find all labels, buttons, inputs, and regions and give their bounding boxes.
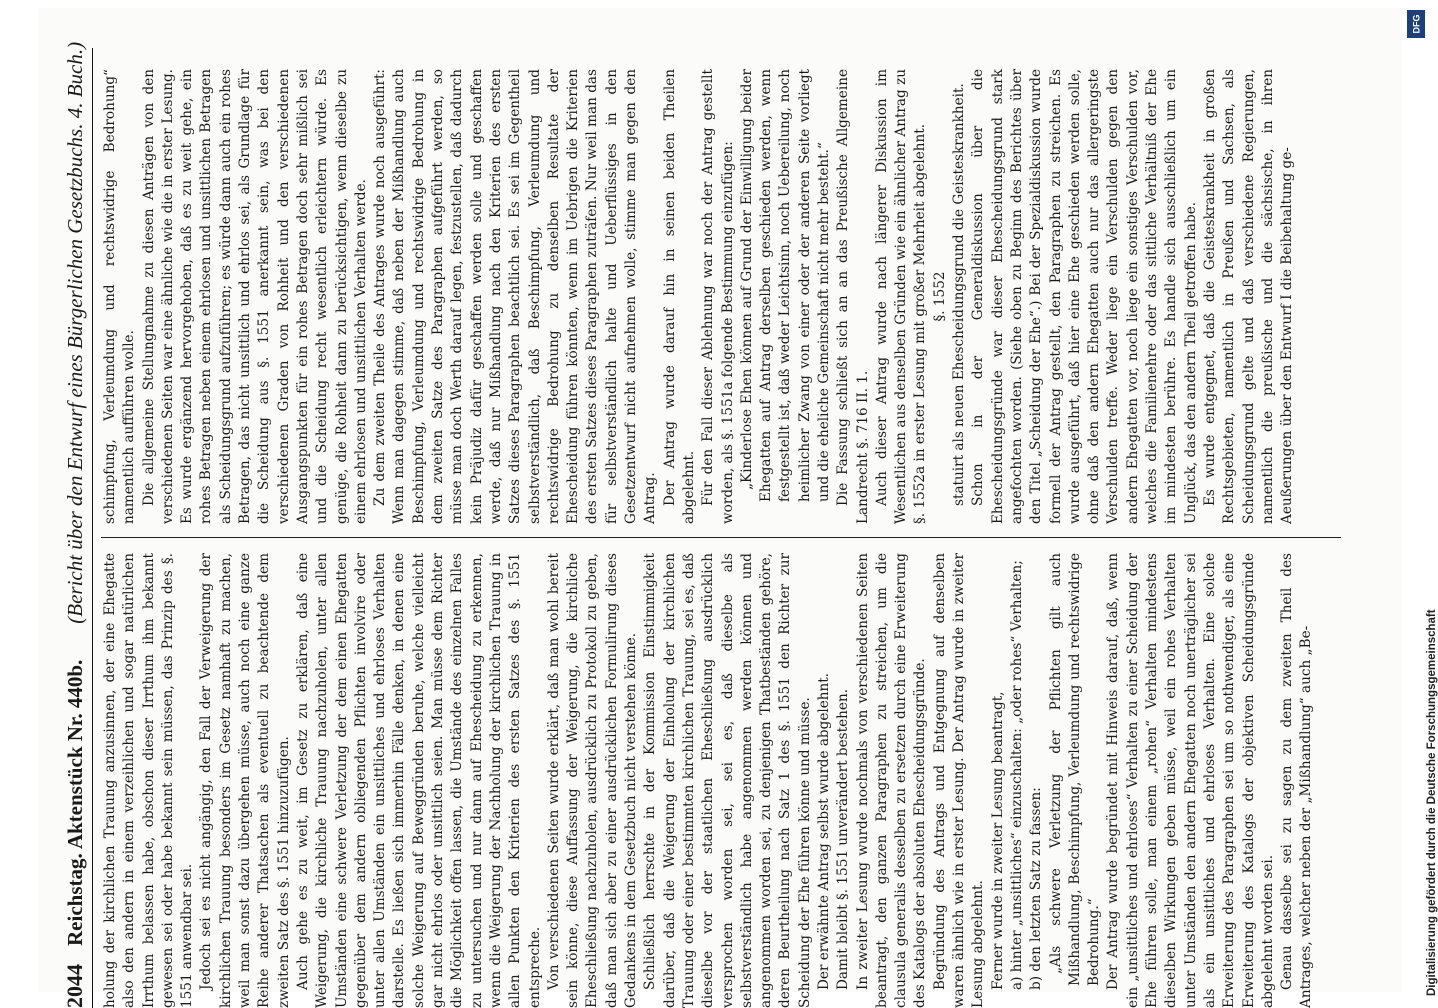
paragraph: „Kinderlose Ehen können auf Grund der Einwilligung beider Ehegatten auf Antrag derselben geschieden werden, wenn festgestellt ist, daß weder Leichtsinn, noch Uebereilung, noch heimlicher Zwang von einer oder der anderen Seite vorliegt und die eheliche Gemeinschaft nicht mehr besteht.“ xyxy=(738,69,832,502)
paragraph: Auch gehe es zu weit, im Gesetz zu erklären, daß eine Weigerung, die kirchliche Trauung nachzuholen, unter allen Umständen eine schwere Verletzung der dem einen Ehegatten gegenüber dem andern obliegenden Pflichten involvire oder unter allen Umständen ein unsittliches und ehrloses Verhalten darstelle. Es ließen sich immerhin Fälle denken, in denen eine solche Weigerung auf Beweggründen beruhe, welche vielleicht gar nicht ehrlos oder unsittlich seien. Man müsse dem Richter die Möglichkeit offen lassen, die Umstände des einzelnen Falles zu untersuchen und nur dann auf Ehescheidung zu erkennen, wenn die Weigerung der Nachholung der kirchlichen Trauung in allen Punkten den Kriterien des ersten Satzes des §. 1551 entspreche. xyxy=(294,553,543,1008)
paragraph: Der Antrag wurde begründet mit Hinweis darauf, daß, wenn ein „unsittliches und ehrloses“ Verhalten zu einer Scheidung der Ehe führen solle, man einem „rohen“ Verhalten mindestens dieselben Wirkungen geben müsse, weil ein rohes Verhalten unter Umständen den andern Ehegatten noch unerträglicher sei als ein unsittliches und ehrloses Verhalten. Eine solche Erweiterung des Paragraphen sei um so nothwendiger, als eine Erweiterung des Katalogs der objektiven Scheidungsgründe abgelehnt worden sei. xyxy=(1105,553,1276,1008)
paragraph: „Als schwere Verletzung der Pflichten gilt auch Mißhandlung, Beschimpfung, Verleumdung und rechtswidrige Bedrohung.“ xyxy=(1047,553,1103,986)
paragraph: a) hinter „unsittliches“ einzuschalten: „oder rohes“ Verhalten; xyxy=(1008,560,1025,990)
text-columns xyxy=(101,48,1351,1008)
paragraph: Ferner wurde in zweiter Lesung beantragt, xyxy=(989,691,1006,990)
digitization-credit xyxy=(1404,6,1438,996)
dfg-logo-text: DFG xyxy=(1411,14,1421,34)
paragraph: Auch dieser Antrag wurde nach längerer Diskussion im Wesentlichen aus denselben Gründen wie ein ähnlicher Antrag zu §. 1552a in erster Lesung mit großer Mehrheit abgelehnt. xyxy=(873,69,929,524)
paragraph: Begründung des Antrags und Entgegnung auf denselben waren ähnlich wie in erster Lesung. Der Antrag wurde in zweiter Lesung abgelehnt. xyxy=(931,553,987,1008)
page-header xyxy=(37,41,93,1008)
paragraph: Genau dasselbe sei zu sagen zu dem zweiten Theil des Antrages, welcher neben der „Mißhandlung“ auch „Be- xyxy=(1279,553,1315,1008)
paragraph: Jedoch sei es nicht angängig, den Fall der Verweigerung der kirchlichen Trauung besonders im Gesetz namhaft zu machen, weil man sonst dazu übergehen müsse, auch noch eine ganze Reihe anderer Thatsachen als eventuell zu beachtende dem zweiten Satz des §. 1551 hinzuzufügen. xyxy=(198,553,292,1008)
paragraph: Schon in der Generaldiskussion über die Ehescheidungsgründe war dieser Ehescheidungsgrund stark angefochten worden. (Siehe oben zu Beginn des Berichtes über den Titel „Scheidung der Ehe“.) Bei der Spezialdiskussion wurde formell der Antrag gestellt, den Paragraphen zu streichen. Es wurde ausgeführt, daß hier eine Ehe geschieden werden solle, ohne daß den andern Ehegatten auch nur das allergeringste Verschulden treffe. Weder liege ein Verschulden gegen den andern Ehegatten vor, noch liege ein sonstiges Verschulden vor, welches die Familienehre oder das sittliche Verhältniß der Ehe im mindesten berühre. Es handle sich ausschließlich um ein Unglück, das den andern Theil getroffen habe. xyxy=(970,69,1199,524)
left-column xyxy=(101,553,1341,1008)
paragraph: §. 1552 xyxy=(931,271,948,322)
paragraph: Schließlich herrschte in der Kommission Einstimmigkeit darüber, daß die Weigerung der Einholung der kirchlichen Trauung oder einer bestimmten kirchlichen Trauung, sei es, daß dieselbe vor der staatlichen Eheschließung ausdrücklich versprochen worden sei, sei es, daß dieselbe als selbstverständlich habe angenommen werden können und angenommen worden sei, zu denjenigen Thatbeständen gehöre, deren Beurtheilung nach Satz 1 des §. 1551 den Richter zur Scheidung der Ehe führen könne und müsse. xyxy=(642,553,813,1008)
paragraph: b) den letzten Satz zu fassen: xyxy=(1028,787,1045,990)
paragraph: Es wurde entgegnet, daß die Geisteskrankheit in großen Rechtsgebieten, namentlich in Preußen und Sachsen, als Scheidungsgrund gelte und daß verschiedene Regierungen, namentlich die preußische und die sächsische, in ihren Aeußerungen über den Entwurf I die Beibehaltung ge- xyxy=(1201,69,1296,524)
header-right: (Bericht über den Entwurf eines Bürgerlichen Gesetzbuchs. 4. Buch.) xyxy=(63,41,87,624)
paragraph: Der erwähnte Antrag selbst wurde abgelehnt. xyxy=(815,672,832,990)
paragraph: holung der kirchlichen Trauung anzusinnen, der eine Ehegatte also den andern in einem verzeihlichen und sogar natürlichen Irrthum belassen habe, obschon dieser Irrthum ihm bekannt gewesen sei oder habe bekannt sein müssen, das Prinzip des §. 1551 anwendbar sei. xyxy=(102,553,196,1008)
paragraph: Zu dem zweiten Theile des Antrages wurde noch ausgeführt: Wenn man dagegen stimme, daß neben der Mißhandlung auch Beschimpfung, Verleumdung und rechtswidrige Bedrohung in dem zweiten Satze des Paragraphen aufgeführt werden, so müsse man doch Werth darauf legen, festzustellen, daß dadurch kein Präjudiz dafür geschaffen werden solle und geschaffen werde, daß nur Mißhandlung nach den Kriterien des ersten Satzes dieses Paragraphen beachtlich sei. Es sei im Gegentheil selbstverständlich, daß Beschimpfung, Verleumdung und rechtswidrige Bedrohung zu denselben Resultate der Ehescheidung führen könnten, wenn im Uebrigen die Kriterien des ersten Satzes dieses Paragraphen zuträfen. Nur weil man das für selbstverständlich halte und Ueberflüssiges in den Gesetzentwurf nicht aufnehmen wolle, stimme man gegen den Antrag. xyxy=(372,69,659,524)
right-column xyxy=(101,69,1341,524)
paragraph: Von verschiedenen Seiten wurde erklärt, daß man wohl bereit sein könne, diese Auffassung der Weigerung, die kirchliche Eheschließung nachzuholen, ausdrücklich zu Protokoll zu geben, daß man sich aber zu einer ausdrücklichen Formulirung dieses Gedankens in dem Gesetzbuch nicht verstehen könne. xyxy=(545,553,640,1008)
paragraph: Die allgemeine Stellungnahme zu diesen Anträgen von den verschiedenen Seiten war eine ähnliche wie die in erster Lesung. Es wurde ergänzend hervorgehoben, daß es zu weit gehe, ein rohes Betragen neben einem ehrlosen und unsittlichen Betragen als Scheidungsgrund aufzuführen; es würde dann auch ein rohes Betragen, das nicht unsittlich und ehrlos sei, als Grundlage für die Scheidung aus §. 1551 anerkannt sein, was bei den verschiedenen Graden von Rohheit und den verschiedenen Ausgangspunkten für ein rohes Betragen doch sehr mißlich sei und die Scheidung recht wesentlich erleichtern würde. Es genüge, die Rohheit dann zu berücksichtigen, wenn dieselbe zu einem ehrlosen und unsittlichen Verhalten werde. xyxy=(140,69,369,524)
credit-text: Digitalisierung gefördert durch die Deutsche Forschungsgemeinschaft xyxy=(1426,609,1438,996)
scanned-page xyxy=(38,8,1402,1008)
paragraph: Der Antrag wurde darauf hin in seinen beiden Theilen abgelehnt. xyxy=(661,69,697,524)
paragraph: Damit bleibt §. 1551 unverändert bestehen. xyxy=(835,688,852,990)
paragraph: statuirt als neuen Ehescheidungsgrund die Geisteskrankheit. xyxy=(951,83,968,506)
header-left: Reichstag. Aktenstück Nr. 440b. xyxy=(63,659,87,946)
paragraph: Die Fassung schließt sich an an das Preußische Allgemeine Landrecht §. 716 II. 1. xyxy=(835,69,871,524)
paragraph: In zweiter Lesung wurde nochmals von verschiedenen Seiten beantragt, den ganzen Paragraphen zu streichen, um die clausula generalis desselben zu ersetzen durch eine Erweiterung des Katalogs der absoluten Ehescheidungsgründe. xyxy=(854,553,929,1008)
dfg-logo xyxy=(1407,10,1425,38)
page-number: 2044 xyxy=(62,964,87,1008)
column-rule xyxy=(101,537,1341,538)
paragraph: schimpfung, Verleumdung und rechtswidrige Bedrohung“ namentlich aufführen wolle. xyxy=(102,69,138,524)
rotated-page-content xyxy=(37,41,1357,1008)
paragraph: Für den Fall dieser Ablehnung war noch der Antrag gestellt worden, als §. 1551a folgende Bestimmung einzufügen: xyxy=(700,69,736,524)
